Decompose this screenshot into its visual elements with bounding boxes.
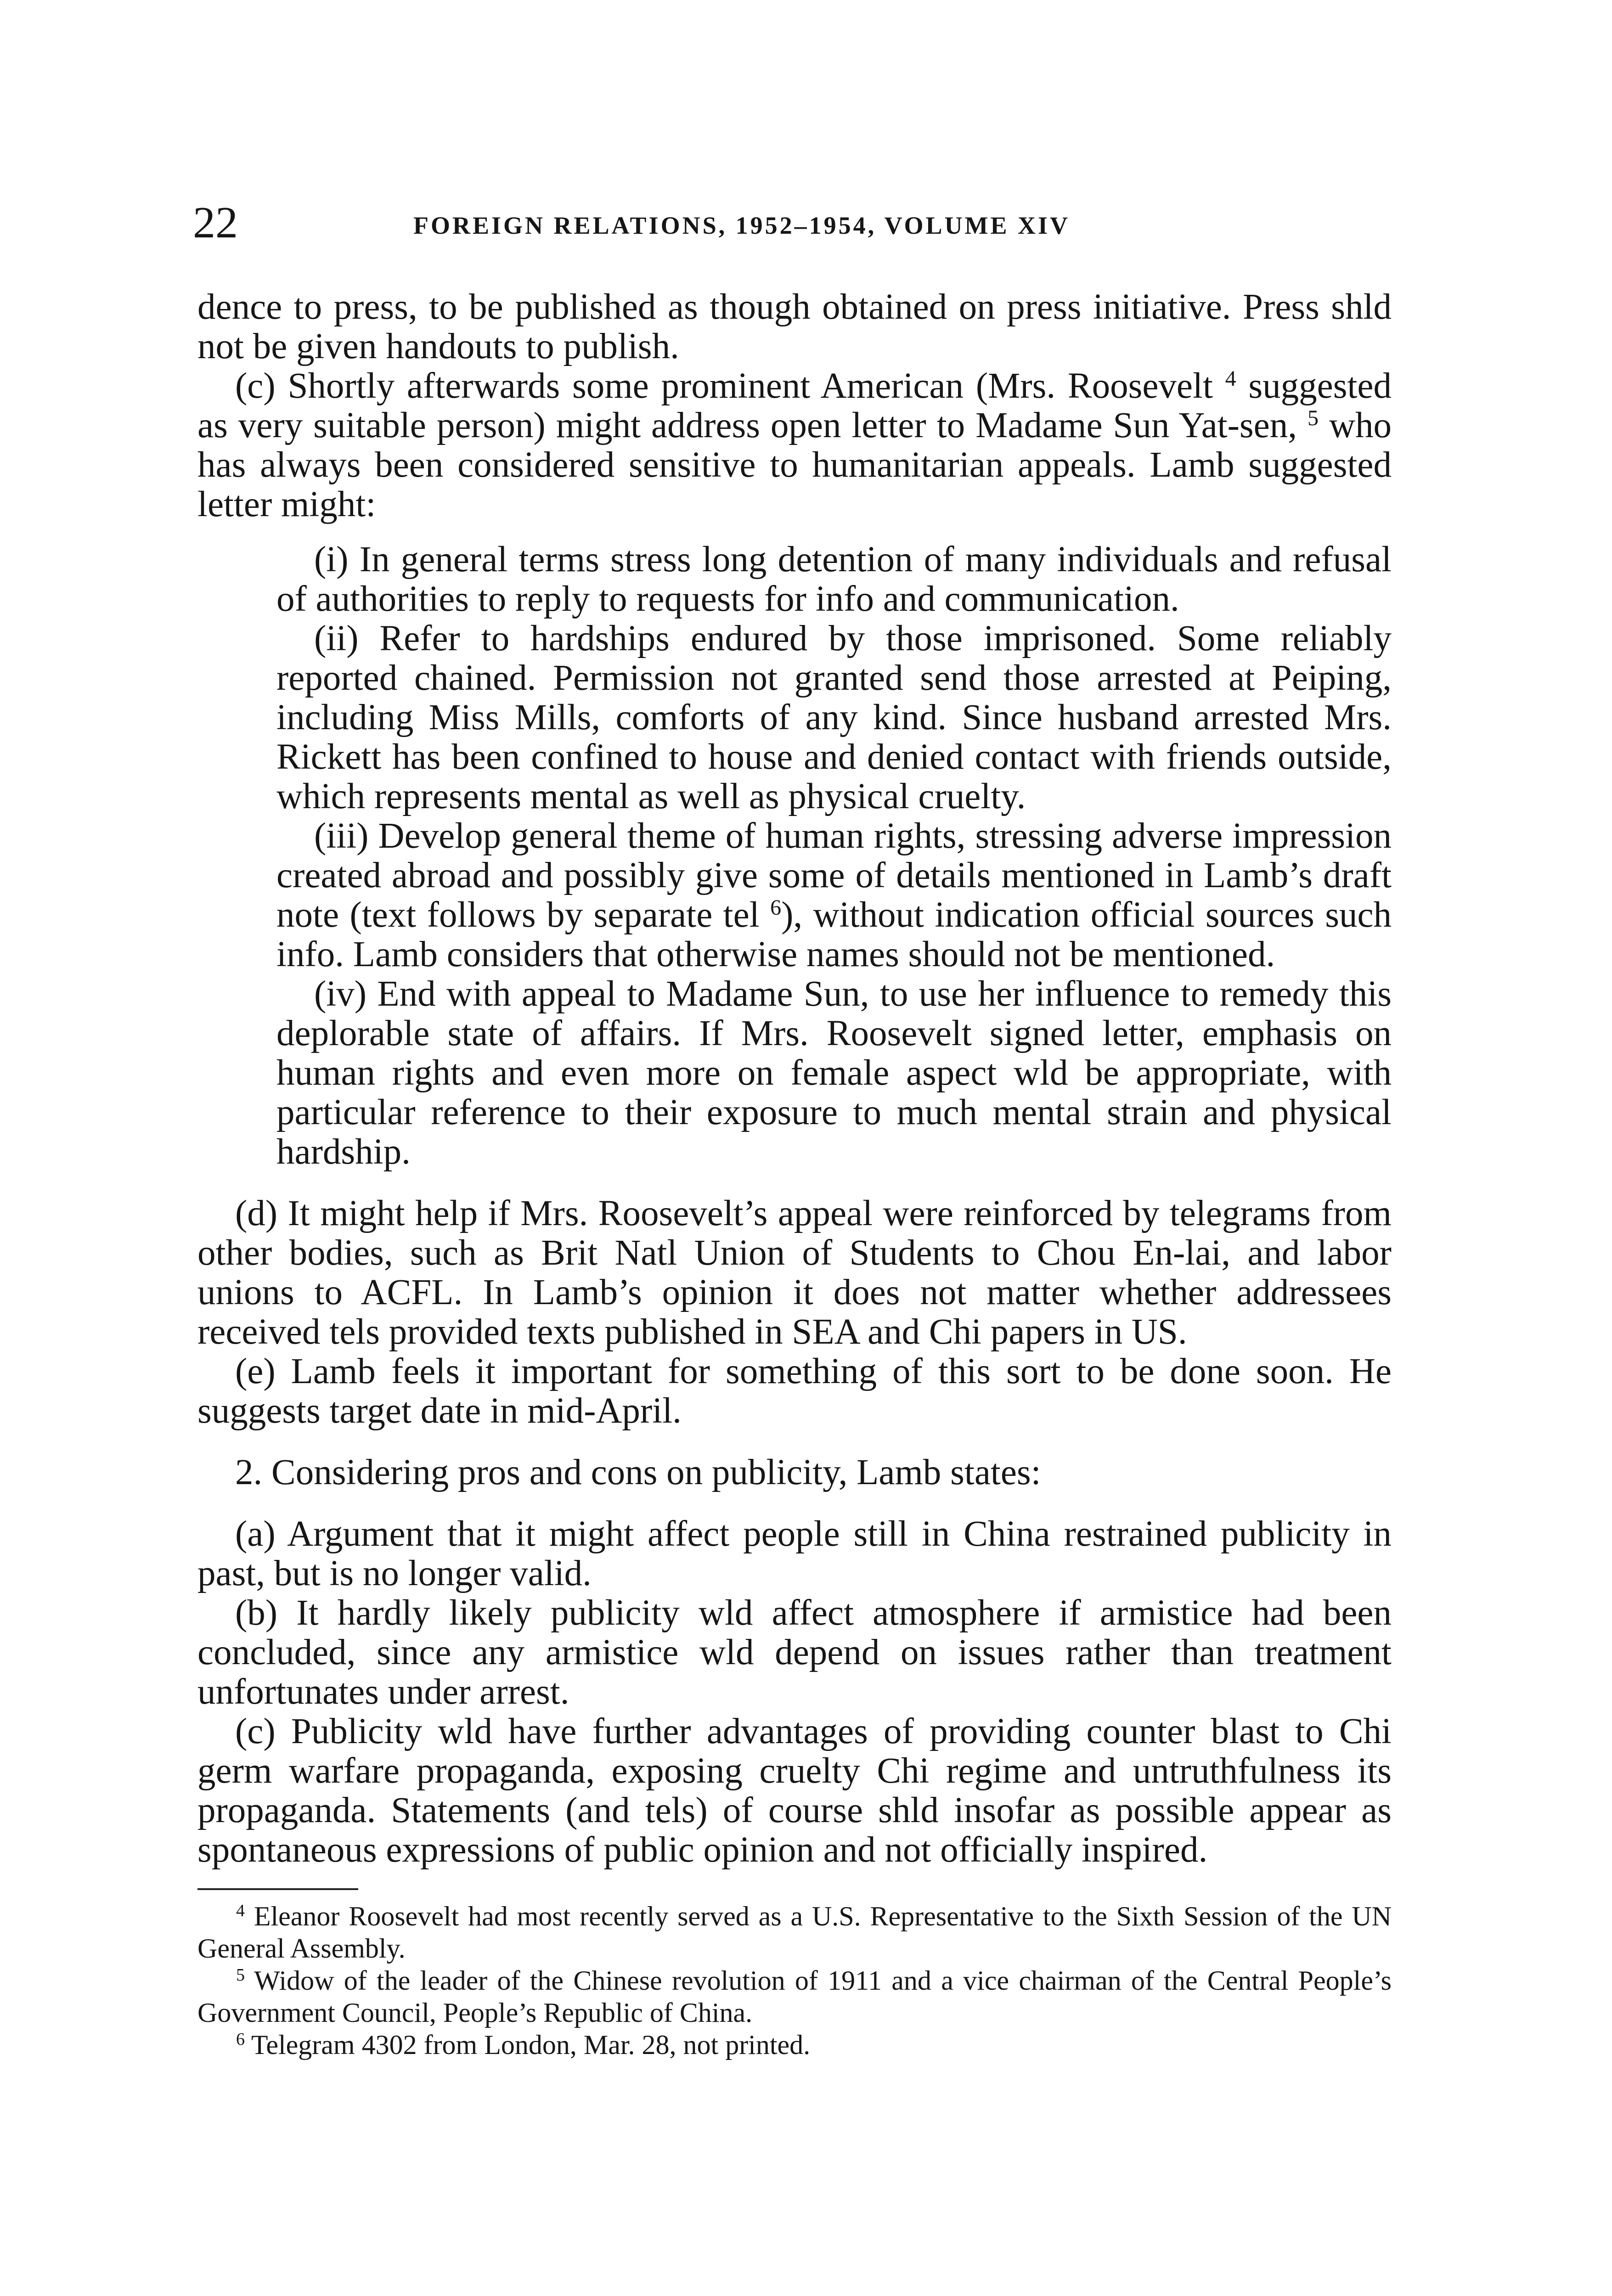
- footnote-text: Telegram 4302 from London, Mar. 28, not printed.: [245, 2030, 811, 2060]
- paragraph-1e: (e) Lamb feels it important for something of this sort to be done soon. He suggests target date in mid-April.: [197, 1351, 1392, 1431]
- footnote-ref-4: 4: [1225, 366, 1236, 391]
- footnote-divider: [197, 1888, 358, 1890]
- footnote-ref-6: 6: [770, 895, 782, 920]
- footnote-5: [197, 1964, 1392, 2029]
- paragraph-1c: [197, 366, 1392, 524]
- list-item-iii-text-b: ), without indication official sources such info. Lamb considers that otherwise names should not be mentioned.: [276, 895, 1392, 974]
- paragraph-2a: (a) Argument that it might affect people still in China restrained publicity in past, but is no longer valid.: [197, 1514, 1392, 1593]
- footnote-number: 4: [236, 1901, 245, 1920]
- running-head: [193, 198, 1392, 262]
- list-item-i: (i) In general terms stress long detention of many individuals and refusal of authorities to reply to requests for info and communication.: [276, 540, 1392, 619]
- list-item-ii: (ii) Refer to hardships endured by those imprisoned. Some reliably reported chained. Permission not granted send those arrested at Peiping, including Miss Mills, comforts of any kind. Since husband arrested Mrs. Rickett has been confined to house and denied contact with friends outside, which represents mental as well as physical cruelty.: [276, 619, 1392, 816]
- footnote-text: Eleanor Roosevelt had most recently served as a U.S. Representative to the Sixth Session of the UN General Assembly.: [197, 1901, 1392, 1964]
- section-2-heading: 2. Considering pros and cons on publicity, Lamb states:: [235, 1452, 1041, 1492]
- paragraph-2b: (b) It hardly likely publicity wld affect atmosphere if armistice had been concluded, since any armistice wld depend on issues rather than treatment unfortunates under arrest.: [197, 1593, 1392, 1712]
- document-body: [197, 287, 1392, 1870]
- footnote-text: Widow of the leader of the Chinese revolution of 1911 and a vice chairman of the Central People’s Government Council, People’s Republic of China.: [197, 1965, 1392, 2028]
- list-item-iv: (iv) End with appeal to Madame Sun, to use her influence to remedy this deplorable state of affairs. If Mrs. Roosevelt signed letter, emphasis on human rights and even more on female aspect wld be appropriate, with particular reference to their exposure to much mental strain and physical hardship.: [276, 974, 1392, 1172]
- paragraph-1d: (d) It might help if Mrs. Roosevelt’s appeal were reinforced by telegrams from other bodies, such as Brit Natl Union of Students to Chou En-lai, and labor unions to ACFL. In Lamb’s opinion it does not matter whether addressees received tels provided texts published in SEA and Chi papers in US.: [197, 1193, 1392, 1352]
- footnote-number: 5: [236, 1965, 245, 1985]
- letter-points-list: [276, 540, 1392, 1172]
- document-page: [193, 198, 1392, 2061]
- paragraph-1c-text-c: who has always been considered sensitive to humanitarian appeals. Lamb suggested letter might:: [197, 405, 1392, 524]
- list-item-iii-text-a: (iii) Develop general theme of human rights, stressing adverse impression created abroad and possibly give some of details mentioned in Lamb’s draft note (text follows by separate tel: [276, 816, 1392, 935]
- page-number: 22: [193, 198, 238, 248]
- paragraph-2c: (c) Publicity wld have further advantages of providing counter blast to Chi germ warfare propaganda, exposing cruelty Chi regime and untruthfulness its propaganda. Statements (and tels) of course shld insofar as possible appear as spontaneous expressions of public opinion and not officially inspired.: [197, 1711, 1392, 1870]
- footnote-number: 6: [236, 2030, 245, 2049]
- footnote-6: [197, 2029, 1392, 2061]
- footnotes: [197, 1900, 1392, 2061]
- list-item-iii: [276, 816, 1392, 974]
- running-title: FOREIGN RELATIONS, 1952–1954, VOLUME XIV: [413, 212, 1071, 239]
- paragraph-1c-text-b: suggested as very suitable person) might address open letter to Madame Sun Yat-sen,: [197, 366, 1392, 445]
- paragraph-continuation: dence to press, to be published as though obtained on press initiative. Press shld not be given handouts to publish.: [197, 287, 1392, 366]
- paragraph-1c-text-a: (c) Shortly afterwards some prominent American (Mrs. Roosevelt: [235, 366, 1213, 406]
- footnote-4: [197, 1900, 1392, 1964]
- footnote-ref-5: 5: [1307, 406, 1319, 430]
